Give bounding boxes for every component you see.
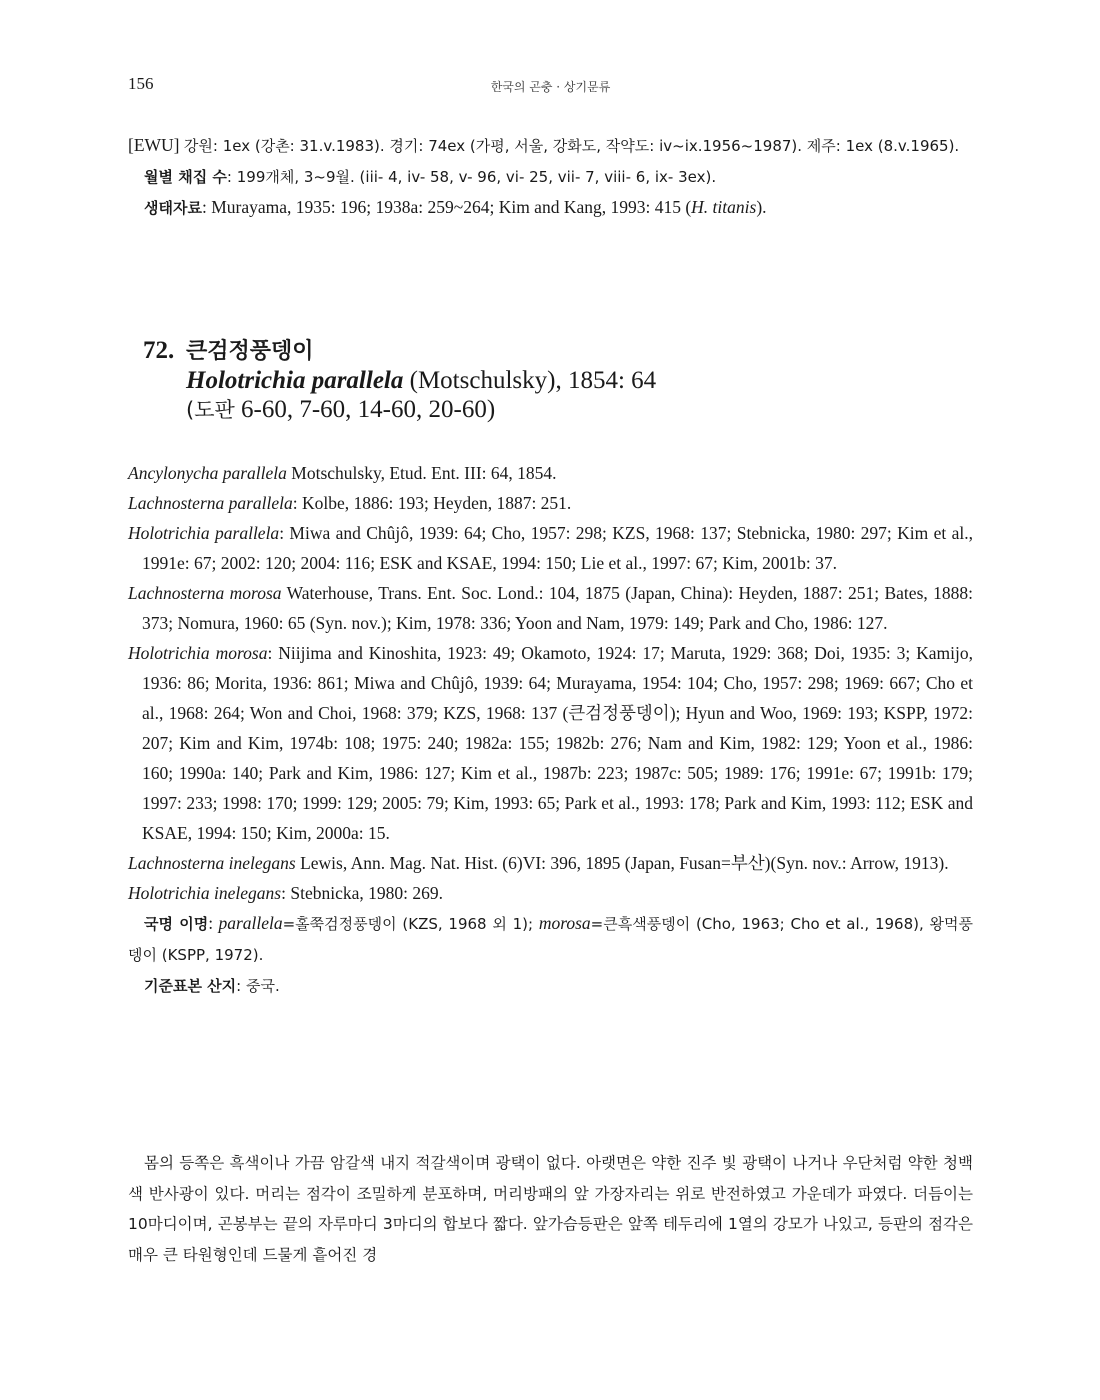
- monthly-label: 월별 채집 수: [144, 168, 227, 186]
- plate-refs: 6-60, 7-60, 14-60, 20-60): [234, 396, 496, 423]
- ewu-text: 강원: 1ex (강촌: 31.v.1983). 경기: 74ex (가평, 서울, 강화도, 작약도: iv~ix.1956~1987). 제주: 1ex (8.v.1965).: [183, 137, 960, 155]
- ecology-label: 생태자료: [144, 199, 202, 217]
- synonym-name: Holotrichia parallela: [128, 523, 280, 543]
- description-block: [128, 1148, 973, 1270]
- korean-synonyms: [128, 908, 973, 970]
- type-locality: [128, 970, 973, 1001]
- korean-synonyms-t1: =홀쭉검정풍뎅이 (KZS, 1968 외 1);: [282, 915, 539, 933]
- distribution-block: [128, 130, 973, 223]
- type-locality-label: 기준표본 산지: [144, 977, 237, 995]
- korean-synonyms-label: 국명 이명: [144, 915, 209, 933]
- description-paragraph: 몸의 등쪽은 흑색이나 가끔 암갈색 내지 적갈색이며 광택이 없다. 아랫면은 약한 진주 빛 광택이 나거나 우단처럼 약한 청백색 반사광이 있다. 머리는 점각이 조밀하게 분포하며, 머리방패의 앞 가장자리는 위로 반전하였고 가운데가 파였다. 더듬이는 10마디이며, 곤봉부는 끝의 자루마디 3마디의 합보다 짧다. 앞가슴등판은 앞쪽 테두리에 1열의 강모가 나있고, 등판의 점각은 매우 큰 타원형인데 드물게 흩어진 경: [128, 1154, 973, 1264]
- synonym-text: Motschulsky, Etud. Ent. III: 64, 1854.: [286, 463, 557, 483]
- korean-synonyms-t2: =큰흑색풍뎅이 (Cho, 1963; Cho et al., 1968), 왕먹풍뎅이 (KSPP, 1972).: [128, 915, 973, 964]
- synonym-name: Ancylonycha parallela: [128, 463, 287, 483]
- synonym-text: : Niijima and Kinoshita, 1923: 49; Okamoto, 1924: 17; Maruta, 1929: 368; Doi, 1935: 3; Kamijo, 1936: 86; Morita, 1936: 861; Miwa and Chûjô, 1939: 64; Murayama, 1954: 104; Cho, 1957: 298; 1969: 667; Cho et al., 1968: 264; Won and Choi, 1968: 379; KZS, 1968: 137 (큰검정풍뎅이); Hyun and Woo, 1969: 193; KSPP, 1972: 207; Kim and Kim, 1974b: 108; 1975: 240; 1982a: 155; 1982b: 276; Nam and Kim, 1982: 129; Yoon et al., 1986: 160; 1990a: 140; Park and Kim, 1986: 127; Kim et al., 1987b: 223; 1987c: 505; 1989: 176; 1991e: 67; 1991b: 179; 1997: 233; 1998: 170; 1999: 129; 2005: 79; Kim, 1993: 65; Park et al., 1993: 178; Park and Kim, 1993: 112; ESK and KSAE, 1994: 150; Kim, 2000a: 15.: [142, 643, 974, 843]
- ecology-species: H. titanis: [691, 197, 757, 217]
- synonym-entry: [128, 848, 973, 878]
- heading-line-2: [143, 366, 943, 395]
- korean-synonyms-sp2: morosa: [538, 913, 591, 933]
- synonym-entry: [128, 578, 973, 638]
- ecology-data: [128, 192, 973, 223]
- ecology-end: ).: [756, 197, 767, 217]
- synonym-name: Lachnosterna parallela: [128, 493, 293, 513]
- synonym-text: Lewis, Ann. Mag. Nat. Hist. (6)VI: 396, 1895 (Japan, Fusan=부산)(Syn. nov.: Arrow, 1913).: [295, 853, 949, 873]
- synonym-entry: [128, 518, 973, 578]
- synonym-name: Holotrichia morosa: [128, 643, 268, 663]
- species-number: 72.: [143, 337, 175, 364]
- synonym-entry: [128, 488, 973, 518]
- korean-synonyms-sep: :: [208, 913, 219, 933]
- heading-line-1: [143, 336, 943, 366]
- synonym-entry: [128, 458, 973, 488]
- synonym-text: : Miwa and Chûjô, 1939: 64; Cho, 1957: 298; KZS, 1968: 137; Stebnicka, 1980: 297; Kim et al., 1991e: 67; 2002: 120; 2004: 116; ESK and KSAE, 1994: 150; Lie et al., 1997: 67; Kim, 2001b: 37.: [142, 523, 973, 573]
- author-citation: (Motschulsky), 1854: 64: [403, 367, 657, 394]
- page-number: 156: [128, 74, 154, 93]
- synonym-entry: [128, 638, 973, 848]
- synonym-text: : Stebnicka, 1980: 269.: [281, 883, 443, 903]
- ewu-records: [128, 130, 973, 161]
- plate-prefix: (도판: [186, 398, 235, 422]
- monthly-collection: [128, 161, 973, 192]
- type-locality-text: : 중국.: [236, 977, 280, 995]
- synonym-text: Waterhouse, Trans. Ent. Soc. Lond.: 104, 1875 (Japan, China): Heyden, 1887: 251; Bates, 1888: 373; Nomura, 1960: 65 (Syn. nov.); Kim, 1978: 336; Yoon and Nam, 1979: 149; Park and Cho, 1986: 127.: [142, 583, 974, 633]
- synonym-name: Lachnosterna morosa: [128, 583, 282, 603]
- page-header: [128, 74, 973, 98]
- scientific-name: Holotrichia parallela: [186, 367, 404, 394]
- korean-synonyms-sp1: parallela: [218, 913, 283, 933]
- korean-name: 큰검정풍뎅이: [186, 339, 314, 364]
- monthly-text: : 199개체, 3~9월. (iii- 4, iv- 58, v- 96, vi- 25, vii- 7, viii- 6, ix- 3ex).: [226, 168, 717, 186]
- synonym-text: : Kolbe, 1886: 193; Heyden, 1887: 251.: [292, 493, 572, 513]
- running-title: 한국의 곤충 · 상기문류: [490, 80, 611, 94]
- heading-line-3: [143, 395, 943, 425]
- synonym-name: Lachnosterna inelegans: [128, 853, 296, 873]
- ewu-tag: [EWU]: [128, 135, 180, 155]
- species-heading: [143, 336, 943, 425]
- synonym-name: Holotrichia inelegans: [128, 883, 282, 903]
- ecology-text: : Murayama, 1935: 196; 1938a: 259~264; Kim and Kang, 1993: 415 (: [201, 197, 692, 217]
- synonymy-block: [128, 458, 973, 1001]
- synonym-entry: [128, 878, 973, 908]
